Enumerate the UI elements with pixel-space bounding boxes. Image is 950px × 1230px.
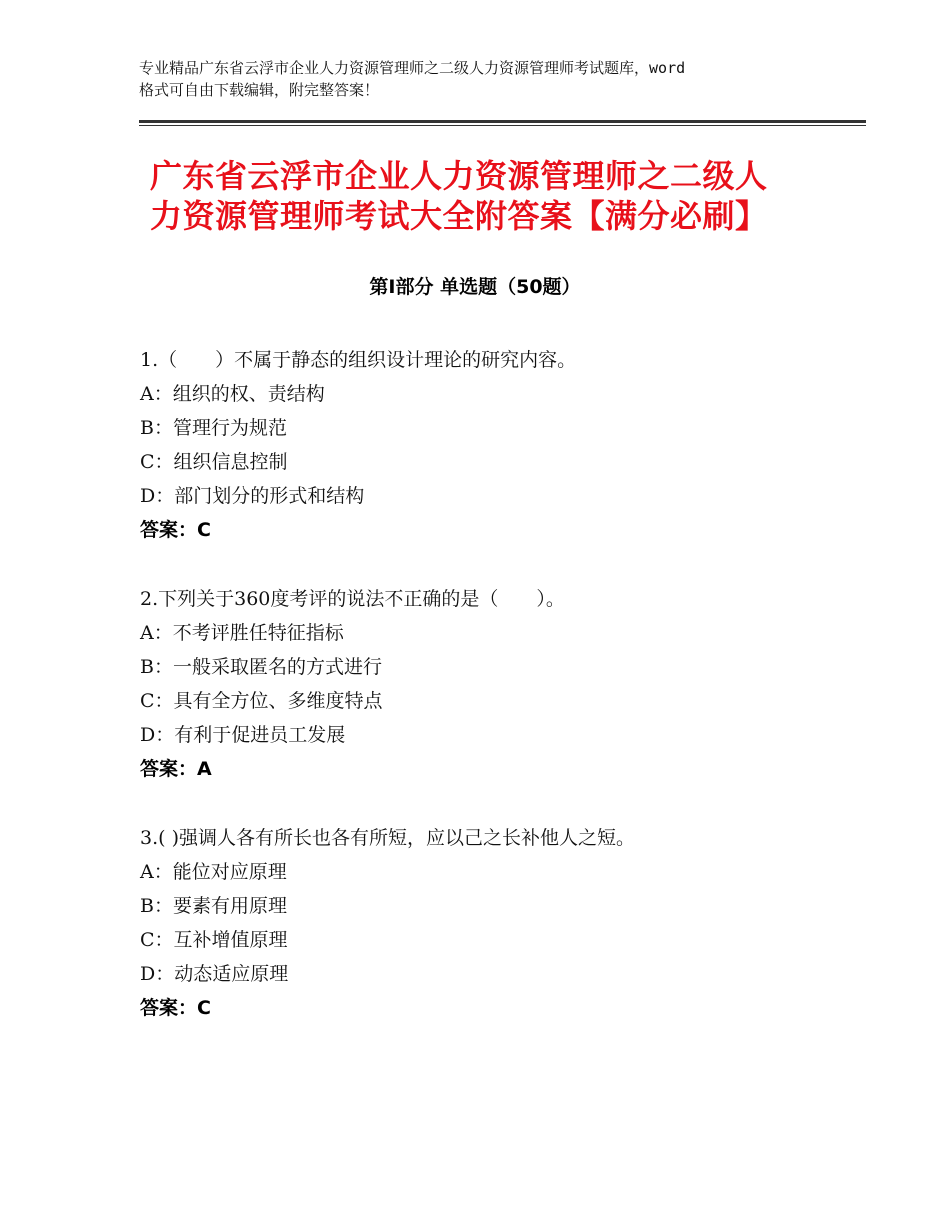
question-stem: 3.( )强调人各有所长也各有所短，应以己之长补他人之短。	[140, 827, 635, 849]
option-b: B：要素有用原理	[140, 895, 287, 917]
option-a: A：不考评胜任特征指标	[140, 622, 344, 644]
section-heading: 第Ⅰ部分 单选题（50题）	[369, 276, 581, 298]
document-title-line-1: 广东省云浮市企业人力资源管理师之二级人	[150, 157, 768, 195]
answer-line: 答案：A	[140, 758, 212, 780]
option-d: D：部门划分的形式和结构	[140, 485, 365, 507]
question-1	[140, 343, 860, 547]
question-stem: 1.（ ）不属于静态的组织设计理论的研究内容。	[140, 349, 577, 371]
option-d: D：有利于促进员工发展	[140, 724, 346, 746]
header-note-line-2: 格式可自由下载编辑，附完整答案！	[139, 81, 380, 99]
header-divider-thick	[139, 120, 866, 123]
header-divider-thin	[139, 125, 866, 126]
option-b: B：一般采取匿名的方式进行	[140, 656, 382, 678]
answer-line: 答案：C	[140, 997, 211, 1019]
question-3	[140, 821, 860, 1025]
question-2	[140, 582, 860, 786]
document-title	[150, 156, 850, 236]
question-stem: 2.下列关于360度考评的说法不正确的是（ ）。	[140, 588, 565, 610]
option-c: C：互补增值原理	[140, 929, 288, 951]
option-a: A：能位对应原理	[140, 861, 287, 883]
option-a: A：组织的权、责结构	[140, 383, 325, 405]
option-c: C：具有全方位、多维度特点	[140, 690, 383, 712]
question-list	[140, 343, 860, 1060]
option-b: B：管理行为规范	[140, 417, 287, 439]
document-title-line-2: 力资源管理师考试大全附答案【满分必刷】	[150, 197, 768, 235]
header-note-line-1: 专业精品广东省云浮市企业人力资源管理师之二级人力资源管理师考试题库，word	[139, 59, 686, 77]
header-note	[139, 57, 839, 101]
answer-line: 答案：C	[140, 519, 211, 541]
option-d: D：动态适应原理	[140, 963, 289, 985]
option-c: C：组织信息控制	[140, 451, 288, 473]
